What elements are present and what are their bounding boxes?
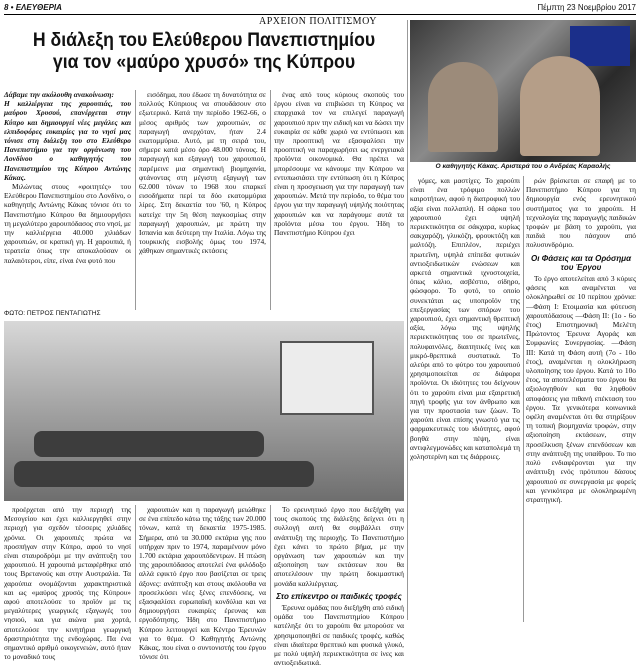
column-divider — [135, 505, 136, 622]
column-2-lower — [139, 505, 266, 662]
page-number-masthead: 8 • ΕΛΕΥΘΕΡΙΑ — [4, 3, 62, 12]
column-divider — [135, 90, 136, 310]
issue-date: Πέμπτη 23 Νοεμβρίου 2017 — [537, 3, 636, 12]
projection-screen — [280, 341, 374, 415]
column-1 — [4, 90, 131, 310]
column-5-body: Το έργο αποτελείται από 3 κύριες φάσεις και αναμένεται να ολοκληρωθεί σε 10 περίπου χρόνια: —Φάση Ι: Ετοιμασία και φύτευση χαρουπόδασους —Φάση ΙΙ: (1ο - 6ο έτος) Επιστημονική Μελέτη Πρώτοντος Έρευνα Αγοράς και Συμφωνίες Συνεργασίας. —Φάση ΙΙΙ: Κατά τη Φάση αυτή (7ο - 10ο έτος), αναμένεται η ολοκλήρωση υλοποίησης του έργου. Κατά το 10ο έτος, τα αποτελέσματα του έργου θα αξιολογηθούν και θα ληφθούν αποφάσεις για πιθανή επέκταση του έργου. Τα γενικότερα κοινωνικά οφέλη αναμένεται ότι θα στηρίξουν τη τοπική βιομηχανία τροφών, στην αξιοποίηση εκτάσεων, στην προσέλκυση ξένων επενδύσεων και στην ανάπτυξη της υπαίθρου. Το πιο πολύ ενδιαφέρονται για την ανάπτυξη ενός πρότυπου δάσους χαρουπιού σε συνεργασία με φορείς και γενικότερα με ολοκληρωμένη στρατηγική. — [526, 274, 636, 504]
photo-speakers-caption: Ο καθηγητής Κάκας. Αριστερά του ο Ανδρέας Καραολής — [435, 163, 611, 170]
column-divider — [407, 20, 408, 620]
article-headline: Η διάλεξη του Ελεύθερου Πανεπιστημίου για τον «μαύρο χρυσό» της Κύπρου — [32, 30, 376, 73]
column-1-body: Μιλώντας στους «φοιτητές» του Ελεύθερου Πανεπιστημίου στο Λονδίνο, ο καθηγητής Αντώνης Κάκας τόνισε ότι το Πανεπιστήμιο Κύπρου θα δημιουργήσει τη μεγαλύτερο χαρουπόδασος στο νησί, με την καλλιέργεια 40.000 χιλιάδων χαρουπιών, σε κρατική γη. Η χαρουπιά, ή τερατεία όπως την αποκαλούσαν οι παλαιότεροι, είπε, είναι ένα φυτό που — [4, 182, 132, 265]
column-1-lower — [4, 505, 131, 662]
column-2 — [139, 90, 266, 310]
column-5-top: ρών βρίσκεται σε επαφή με το Πανεπιστήμιο Κύπρου για τη δημιουργία ενός ερευνητικού συστήματος για το χαρούπι. Η τεχνολογία της παραγωγής παιδικών τροφών με βάση το χαρούπι, για παιδιά που πάσχουν από πολυσυνδρόμιο. — [526, 176, 636, 250]
person-left — [428, 62, 498, 152]
column-divider — [270, 90, 271, 310]
column-3-lower — [274, 505, 404, 667]
column-3-lower-body: Το ερευνητικό έργο που διεξήχθη για τους σκοπούς της διάλεξης δείχνει ότι η συλλογή αυτή θα συμβάλλει στην ανάπτυξη της περιοχής. Το Πανεπιστήμιο έχει κάνει το πρώτο βήμα, με την οργάνωση των χαρουπιών και την αξιοποίηση των εκτάσεων που θα αποτελέσουν την πρώτη δοκιμαστική μονάδα καλλιέργειας. — [274, 505, 404, 588]
photo-lecture-hall — [4, 321, 404, 501]
header-rule — [4, 14, 636, 15]
person-right — [520, 56, 600, 156]
column-4 — [410, 176, 520, 622]
photo-credit: ΦΩΤΟ: ΠΕΤΡΟΣ ΠΕΝΤΑΓΙΩΤΗΣ — [4, 310, 101, 317]
subheading-baby-food-body: Έρευνα ομάδας που διεξήχθη από ειδική ομάδα του Πανεπιστημίου Κύπρου κατέληξε ότι το χαρούπι θα μπορούσε να χρησιμοποιηθεί σε παιδικές τροφές, καθώς είναι ιδιαίτερα θρεπτικό και φυσικά γλυκό, με πολύ υψηλή περιεκτικότητα σε ίνες και αντιοξειδωτικά. — [274, 603, 404, 667]
column-3 — [274, 90, 404, 310]
subheading-phases: Οι Φάσεις και τα Ορόσημα του Έργου — [530, 253, 632, 272]
column-divider — [270, 505, 271, 622]
column-1-lower-body: προέρχεται από την περιοχή της Μεσογείου και έχει καλλιεργηθεί στην περιοχή για σχεδόν τέσσερις χιλιάδες χρόνια. Οι χαρουπιές πρώτα να προσπήγαν στην Κύπρο, αφού το νησί είναι σταυροδρόμι με την ανάπτυξη του χαρουπιού. Η χαρουπιά μεταφέρθηκε από τους Βρετανούς και στην Αυστραλία. Τα χαρούπια ονομάζονται χαρακτηριστικά και ως «μαύρος χρυσός της Κύπρου» αφού αποτελούσε το προϊόν με τις μεγαλύτερες γεωργικές εξαγωγές του νησιού, και για αιώνα μια χορτά, αποτελούσε την κινητήρια γεωργική δραστηριότητα της ενδοχώρας. Πα ένα σημαντικό αριθμό οικογενειών, αυτό ήταν το μοναδικό τους — [4, 505, 131, 662]
column-5 — [526, 176, 636, 622]
article-lead: Δάβαμε την ακόλουθη ανακοίνωση: — [4, 90, 114, 99]
photo-speakers — [410, 20, 636, 162]
audience-row — [14, 461, 314, 487]
subheading-baby-food: Στο επίκεντρο οι παιδικές τροφές — [276, 591, 402, 601]
column-divider — [523, 176, 524, 622]
column-2-body: εισόδημα, που έδωσε τη δυνατότητα σε πολλούς Κύπριους να σπουδάσουν στο εξωτερικό. Κατά την περίοδο 1962-66, ο μέσος αριθμός των χαρουπιών, σε παραγωγή ανερχόταν, ήταν 2.4 εκατομμύρια. Αυτό, με τη σειρά του, σήμερε κατά μέσο όρο 48.000 τόνους. Η παραγωγή και εξαγωγή του χαρουπιού, παρέμεινε μια σημαντική βιομηχανία, φτάνοντας στη μέγιστη εξαγωγή των 62.000 τόνων το 1968 που επαρκεί εισοδήματα περί τα δύο εκατομμύρια λίρες. Στη δεκαετία του '60, η Κύπρος κατείχε την 5η θέση παγκοσμίως στην παραγωγή χαρουπιών, με πρώτη την Ισπανία και δεύτερη την Ιταλία. Λόγω της τουρκικής εισβολής όμως του 1974, χάθηκαν σημαντικές εκτάσεις — [139, 90, 266, 256]
column-4-body: γόμες, και μαστίχες. Το χαρούπι είναι ένα τρόφιμο πολλών καιροτήτων, αφού η διατροφική του αξία είναι πολλαπλή. Η σάρκα του χαρουπιού έχει υψηλή περιεκτικότητα σε σάκχαρα, κυρίως σακχαρόζη, γλυκόζη, φρουκτόζη και μαλτόζη. Επιπλέον, περιέχει πρωτεΐνη, υψηλά επίπεδα φυτικών αντιοξειδωτικών ενώσεων και αρκετά σημαντικά ιχνοστοιχεία, όπως κάλιο, ασβέστιο, σίδηρο, φώσφορο. Το φυτό, το οποίο συνεκτάται ως υποπροϊόν της επεξεργασίας των σπόρων του χαρουπιού, έχει σημαντική θρεπτική αξία, λόγω της υψηλής περιεκτικότητας του σε πρωτεΐνες, πολυφαινόλες, διαιτητικές ίνες και μικρό-θρεπτικά συστατικά. Το αλεύρι από το φύτρο του χαρουπιού χρησιμοποιείται σε διάφορα προϊόντα. Οι ιδιότητες του δείχνουν ότι το χαρούπι είναι μια εξαιρετική πηγή τροφής για τον άνθρωπο και για την προστασία των ζώων. Το χαρούπι είναι επίσης γνωστό για τις φαρμακευτικές του ιδιότητες, αφού βοηθά στην πέψη, είναι αντιφλεγμονώδες και καταπολεμά τη χοληστερίνη και τις διάρροιες. — [410, 176, 520, 462]
section-title: ΑΡΧΕΙΟΝ ΠΟΛΙΤΙΣΜΟΥ — [258, 16, 378, 27]
column-2-lower-body: χαρουπιών και η παραγωγή μειώθηκε σε ένα επίπεδο κάτω της τάξης των 20.000 τόνων, κατά τη δεκαετία 1975-1985. Σήμερα, από τα 30.000 εκτάρια γης που υπήρχαν πριν το 1974, παραμένουν μόνο 1.700 εκτάρια χαρουπόδεντρων. Η πτώση της χαρουπόδασος αποτελεί ένα φιλόδοξο αλλά εφικτό έργο που βασίζεται σε τρεις άξονες: ανάπτυξη και στους ακόλουθα να προσελκύσει νέες ξένες επενδύσεις, να εξασφαλίσει ευρωπαϊκή κονδύλια και να δημιουργήσει ευκαιρίες έρευνας και εργοδότησης. Ήδη στο Πανεπιστήμιο Κύπρου λειτουργεί και Κέντρο Έρευνών για το θέμα. Ο Καθηγητής Αντώνης Κάκας, που είναι ο συντονιστής του έργου τόνισε ότι — [139, 505, 266, 662]
column-3-body: ένας από τους κύριους σκοπούς του έργου είναι να επιβιώσει τη Κύπρος να επαρχιακά τον να επιλεγεί παραγωγή χαρουπιού πριν την ειδική και να δώσει την ευκαιρία σε κάθε χωριό να εντύπωσει και την προοπτική να εξασφαλίσει την προοπτική να παραχωρήσει ως ενεργειακά προϊόντα οικονομικά. Θα πρέπει να μπορέσουμε να κάνουμε την Κύπρου να εντυπωσιάσει την εντύπωση ότι η Κύπρος είναι η προσγειωση για την παραγωγή των χαρουπιών. Μετά την περίοδο, το θέμα του έργου για την παραγωγή υψηλής ποιότητας χαρουπιών και να παράγουμε αυτά τα προϊόντα μέσω του έργου. Ήδη το Πανεπιστήμιο Κύπρου έχει — [274, 90, 404, 238]
article-intro: Η καλλιέργεια της χαρουπιάς, του μαύρου Χρυσού, επανέρχεται στην Κύπρο και δημιουργεί νέες μεγάλες και ελπιδοφόρες ευκαιρίες για το νησί μας τόνισε στη διάλεξη του στο Ελεύθερο Πανεπιστήμιο για την οργάνωση του Λονδίνου ο καθηγητής του Πανεπιστημίου της Κύπρου Αντώνης Κάκας. — [4, 99, 131, 182]
audience-row — [34, 431, 264, 457]
